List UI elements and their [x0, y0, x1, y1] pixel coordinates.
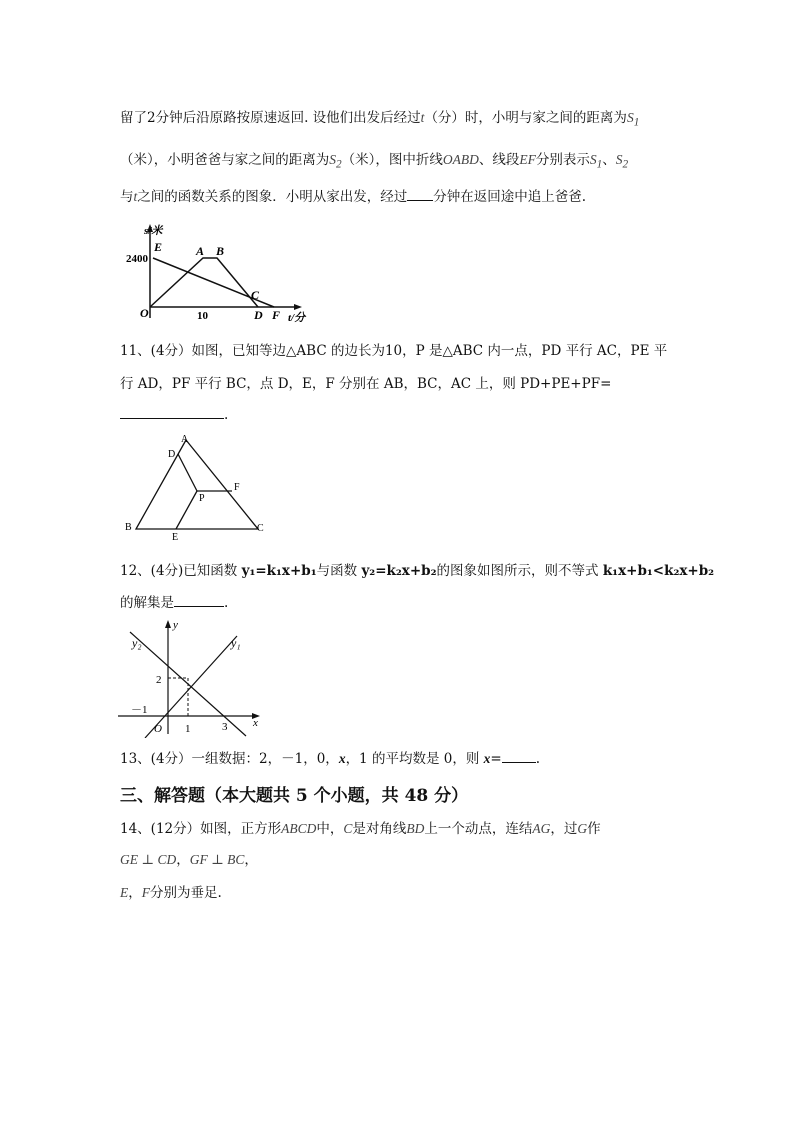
var-x: x [338, 751, 346, 766]
q11-text: . [224, 407, 229, 423]
label-y: y [173, 619, 178, 631]
x-label: t/分 [288, 312, 306, 324]
label-10: 10 [197, 310, 208, 322]
q10-text: 分钟在返回途中追上爸爸. [433, 189, 587, 205]
triangle-abc [136, 440, 258, 529]
label-b: B [125, 522, 132, 533]
q12-linear-graph [118, 616, 268, 738]
segment-pd [178, 454, 197, 491]
x-axis-arrow [294, 304, 302, 310]
label-d: D [168, 449, 176, 460]
label-y1: y₁ [231, 636, 241, 650]
q10-text: 与 [120, 189, 134, 205]
inequality: k₁x+b₁<k₂x+b₂ [602, 563, 715, 579]
section-heading: 三、解答题（本大题共 5 个小题，共 48 分） [120, 786, 469, 806]
label-f: F [272, 308, 281, 322]
q13-text: ，1 的平均数是 0，则 [345, 751, 484, 767]
var-c: C [343, 821, 353, 836]
q12-text: 12、(4分)已知函数 [120, 563, 242, 579]
var-s1: S [626, 110, 634, 125]
label-o: O [154, 723, 162, 735]
q14-text: 14、(12分）如图，正方形 [120, 821, 282, 837]
q14-text: 作 [587, 821, 601, 837]
segment-pe [176, 491, 197, 529]
q12-text: . [224, 595, 229, 611]
q13-text: 13、(4分）一组数据：2，－1，0， [120, 751, 339, 767]
q11-triangle-figure [118, 430, 278, 545]
q10-text: 、 [602, 152, 616, 168]
q10-text: （米），小明爸爸与家之间的距离为 [120, 152, 330, 168]
label-x: x [253, 717, 258, 729]
q14-text: ， [128, 885, 142, 901]
var-x: x [483, 751, 491, 766]
q10-line3 [120, 186, 586, 207]
q14-text: 是对角线 [352, 821, 407, 837]
q11-text: 11、(4分）如图，已知等边△ABC 的边长为10，P 是△ABC 内一点，PD 平行 AC，PE 平 [120, 343, 668, 359]
label-b: B [216, 244, 225, 258]
q11-line3 [120, 404, 228, 425]
answer-blank[interactable] [174, 592, 224, 607]
line-oabd [150, 258, 258, 307]
q13-text: . [535, 751, 540, 767]
var-e: E [120, 885, 129, 900]
q14-text: ， [244, 852, 258, 868]
y-label: s/米 [144, 225, 163, 237]
label-a: A [196, 244, 205, 258]
var-s1: S [589, 152, 597, 167]
q12-line1 [120, 561, 714, 581]
label-3: 3 [222, 721, 228, 733]
label-e: E [172, 532, 179, 543]
q10-text: 之间的函数关系的图象．小明从家出发，经过 [137, 189, 408, 205]
sub-2: 2 [622, 158, 629, 171]
q10-text: 、线段 [478, 152, 520, 168]
q12-text: 的图象如图所示，则不等式 [436, 563, 603, 579]
q12-text: 与函数 [316, 563, 362, 579]
q14-line1 [120, 819, 601, 839]
q11-line1 [120, 341, 667, 361]
function-y2: y₂=k₂x+b₂ [361, 563, 437, 579]
label-d: D [254, 308, 263, 322]
q10-line2 [120, 150, 628, 175]
label-c: C [257, 523, 264, 534]
label-f: F [234, 482, 240, 493]
q10-text: （分）时，小明与家之间的距离为 [424, 110, 627, 126]
q13-text: = [490, 751, 502, 767]
var-f: F [141, 885, 150, 900]
label-1: 1 [185, 723, 191, 735]
answer-blank[interactable] [502, 748, 536, 763]
var-s2: S [615, 152, 623, 167]
sub-1: 1 [633, 116, 640, 129]
label-a: A [181, 434, 189, 445]
function-y1: y₁=k₁x+b₁ [241, 563, 317, 579]
label-2400: 2400 [126, 253, 148, 265]
var-ef: EF [519, 152, 536, 167]
label-2: 2 [156, 674, 162, 686]
var-abcd: ABCD [281, 821, 317, 836]
q10-text: （米），图中折线 [341, 152, 443, 168]
perpendicular-gf-bc: GF ⊥ BC [189, 852, 245, 867]
sub-2: 2 [336, 158, 342, 171]
q14-line3 [120, 883, 222, 903]
y-axis-arrow [165, 620, 171, 628]
q14-text: ， [176, 852, 190, 868]
answer-blank[interactable] [120, 404, 224, 419]
q12-line2 [120, 592, 228, 613]
answer-blank[interactable] [407, 186, 433, 201]
var-g: G [577, 821, 588, 836]
q14-text: ，过 [550, 821, 578, 837]
q11-text: 行 AD，PF 平行 BC，点 D，E，F 分别在 AB，BC，AC 上，则 PD+PE+PF= [120, 376, 612, 392]
q10-text: 分别表示 [535, 152, 590, 168]
label-o: O [140, 306, 149, 320]
q12-text: 的解集是 [120, 595, 174, 611]
q10-distance-graph [118, 218, 318, 330]
var-s2: S [329, 152, 336, 167]
perpendicular-ge-cd: GE ⊥ CD [120, 852, 177, 867]
var-t: t [133, 189, 138, 204]
var-ag: AG [532, 821, 551, 836]
q10-text: 留了2分钟后沿原路按原速返回. 设他们出发后经过 [120, 110, 421, 126]
label-p: P [199, 493, 205, 504]
label-neg1: －1 [131, 704, 148, 716]
var-bd: BD [406, 821, 425, 836]
q14-line2 [120, 850, 258, 870]
q13-line [120, 748, 540, 769]
var-oabd: OABD [442, 152, 479, 167]
q14-text: 分别为垂足. [150, 885, 222, 901]
q14-text: 中， [316, 821, 344, 837]
var-t: t [420, 110, 425, 125]
q11-line2 [120, 374, 611, 394]
label-c: C [251, 288, 260, 302]
label-e: E [154, 240, 163, 254]
sub-1: 1 [596, 158, 603, 171]
label-y2: y₂ [132, 636, 142, 650]
q10-line1 [120, 108, 639, 133]
q14-text: 上一个动点，连结 [424, 821, 533, 837]
